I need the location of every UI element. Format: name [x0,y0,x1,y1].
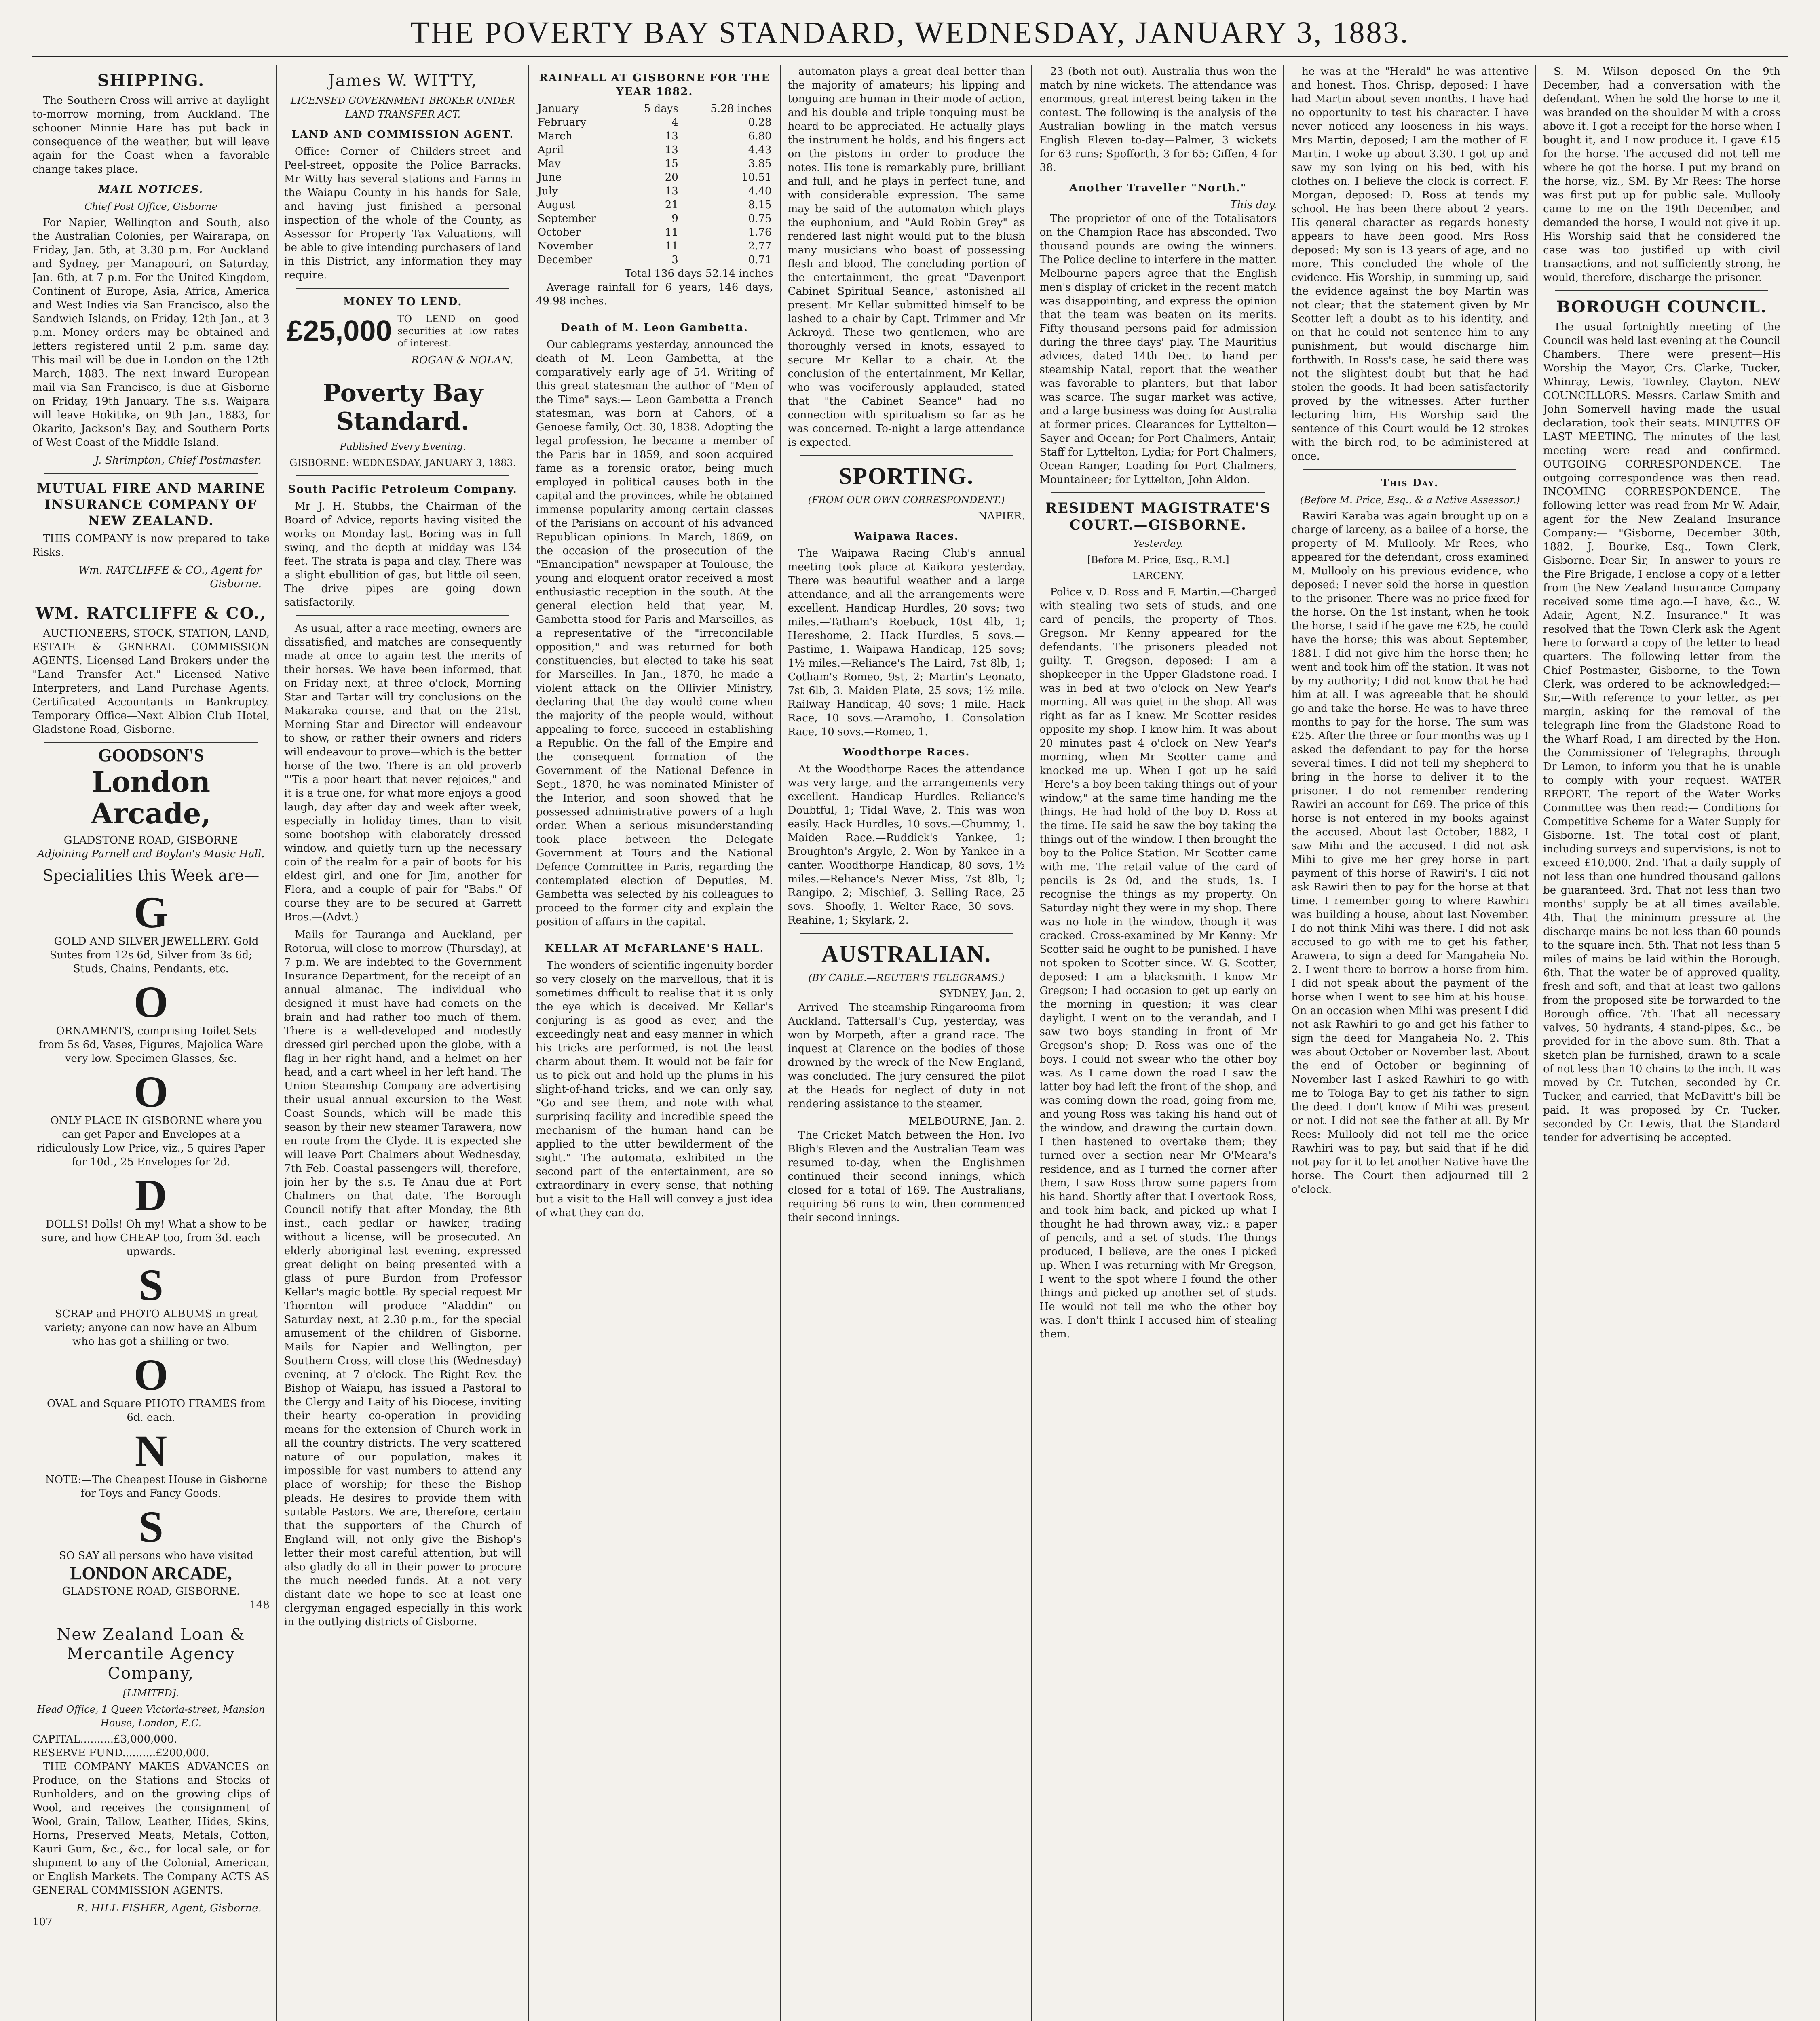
arcade-title: London Arcade, [91,765,211,830]
rainfall-row [536,226,773,239]
waipawa-text: The Waipawa Racing Club's annual meeting took place at Kaikora yesterday. There was beautiful weather and a large attendance, and all the arrangements were excellent. Handicap Hurdles, 20 sovs; two miles.—Tatham's Roebuck, 10st 4lb, 1; Hereshome, 2. Hack Hurdles, 5 sovs.—Pastime, 1. Waipawa Handicap, 125 sovs; 1½ miles.—Reliance's The Laird, 7st 8lb, 1; Cotham's Romeo, 9st, 2; Martin's Leonato, 7st 6lb, 3. Maiden Plate, 25 sovs; 1½ mile. Railway Handicap, 40 sovs; 1 mile. Hack Race, 10 sovs.—Aramoho, 1. Consolation Race, 10 sovs.—Romeo, 1. [788,547,1025,738]
witty-land: LAND AND COMMISSION AGENT. [291,129,514,141]
specialities: Specialities this Week are— [42,867,260,884]
traveller-heading: Another Traveller "North." [1069,182,1247,194]
divider [800,933,1013,934]
rainfall-row [536,212,773,226]
rain-average: Average rainfall for 6 years, 146 days, 49.98 inches. [536,281,773,307]
o3-text: OVAL and Square PHOTO FRAMES from 6d. each. [46,1398,266,1424]
witty-sub: LICENSED GOVERNMENT BROKER UNDER LAND TRANSFER ACT. [290,95,515,120]
rainfall-row [536,143,773,157]
rainfall-month: January [537,103,579,115]
rainfall-month: September [537,213,596,225]
column-6 [1291,65,1536,2021]
waipawa-heading: Waipawa Races. [853,530,959,542]
rainfall-inches: 5.28 inches [710,103,772,115]
column-1 [32,65,277,2021]
column-2 [284,65,529,2021]
divider [1303,469,1516,470]
rain-total: Total 136 days 52.14 inches [624,268,773,280]
money-box [284,313,522,349]
rainfall-days: 21 [665,199,678,211]
arcade-address: GLADSTONE ROAD, GISBORNE [63,834,239,846]
body-1: As usual, after a race meeting, owners are dissatisfied, and matches are consequently made at once to again test the merits of their horses. We have been informed, that on Friday next, at three o'clock, Morning Star and Tartar will try conclusions on the Makaraka course, and that on the 21st, Morning Star and Director will endeavour to show, or rather their owners and riders will endeavour to prove—which is the better horse of the two. There is an old proverb "'Tis a poor heart that never rejoices," and it is a true one, for what more enjoys a good laugh, day after day and week after week, especially in holiday times, than to visit some bootshop with elaborately dressed window, and quietly turn up the necessary coin of the realm for a pair of boots for his eldest girl, and one for Jim, another for Flora, and a couple of pair for "Babs." Of course they are to be secured at Garrett Bros.—(Advt.) [284,622,522,923]
arcade2-address: GLADSTONE ROAD, GISBORNE. [62,1585,240,1597]
divider [296,615,509,616]
letter-o: O [133,977,169,1027]
melbourne-text: The Cricket Match between the Hon. Ivo Bligh's Eleven and the Australian Team was resumed to-day, when the Englishmen continued their second innings, which closed for a total of 169. The Australians, requiring 56 runs to win, then commenced their second innings. [788,1129,1025,1224]
rainfall-days: 11 [665,240,678,252]
body-2: Mails for Tauranga and Auckland, per Rotorua, will close to-morrow (Thursday), at 7 p.m. We are indebted to the Government Insurance Department, for the receipt of an annual almanac. The individual who designed it must have had comets on the brain and had rather too much of them. There is a well-developed and modestly dressed girl perched upon the globe, with a flag in her right hand, and a helmet on her head, and a cart wheel in her left hand. The Union Steamship Company are advertising their usual annual excursion to the West Coast Sounds, which will be made this season by their new steamer Tarawera, now en route from the Clyde. It is expected she will leave Port Chalmers about Wednesday, 7th Feb. Coastal passengers will, therefore, join her by the s.s. Te Anau due at Port Chalmers on that date. The Borough Council notify that after Monday, the 8th inst., each pedlar or hawker, trading without a license, will be prosecuted. An elderly aboriginal last evening, expressed great delight on being presented with a glass of pure Burdon from Professor Kellar's magic bottle. By special request Mr Thornton will produce "Aladdin" on Saturday next, at 2.30 p.m., for the special amusement of the children of Gisborne. Mails for Napier and Wellington, per Southern Cross, will close this (Wednesday) evening, at 7 o'clock. The Right Rev. the Bishop of Waiapu, has issued a Pastoral to the Clergy and Laity of his Diocese, inviting their hearty co-operation in providing means for the extension of Church work in all the country districts. The very scattered nature of our population, makes it impossible for vast numbers to attend any place of worship; for these the Bishop pleads. He desires to provide them with suitable Pastors. We are, therefore, certain that the supporters of the Church of England will, not only give the Bishop's letter their most careful attention, but will also gladly do all in their power to procure the much needed funds. At a not very distant date we hope to see at least one clergyman engaged especially in this work in the outlying districts of Gisborne. [284,929,522,1628]
rainfall-row [536,239,773,253]
rainfall-days: 4 [671,116,678,129]
rain-heading: RAINFALL AT GISBORNE FOR THE YEAR 1882. [539,72,770,98]
witty-text: Office:—Corner of Childers-street and Peel-street, opposite the Police Barracks. Mr Witty has several stations and Farms in the Waiapu County in his hands for Sale, and having just finished a personal inspection of the whole of the County, as Assessor for Property Tax Valuations, will be able to give intending purchasers of land in this District, any information they may require. [284,146,522,281]
rainfall-inches: 0.28 [748,116,772,129]
letter-d: D [135,1171,167,1220]
mutual-signature: Wm. RATCLIFFE & CO., Agent for Gisborne. [78,564,262,590]
rainfall-row [536,129,773,143]
rainfall-month: April [537,144,564,156]
traveller-sub: This day. [1230,199,1277,211]
australian-heading: AUSTRALIAN. [821,941,992,967]
paper-title: Poverty Bay Standard. [323,379,483,436]
n-text: NOTE:—The Cheapest House in Gisborne for Toys and Fancy Goods. [45,1474,268,1500]
money-side: TO LEND on good securities at low rates of interest. [397,313,519,349]
mail-text: For Napier, Wellington and South, also the Australian Colonies, per Wairarapa, on Friday, Jan. 5th, at 3.30 p.m. For Auckland and Sydney, per Manapouri, on Saturday, Jan. 6th, at 7 p.m. For the United Kingdom, Continent of Europe, Asia, Africa, America and West Indies via San Francisco, also the Sandwich Islands, on Friday, 12th Jan., at 3 p.m. Money orders may be obtained and letters registered until 2 p.m. same day. This mail will be due in London on the 12th March, 1883. The next inward European mail via San Francisco, is due at Gisborne on Friday, 19th January. The s.s. Waipara will leave Hokitika, on 9th Jan., 1883, for Okarito, Jackson's Bay, and Southern Ports of West Coast of the Middle Island. [32,217,270,449]
melbourne-dateline: MELBOURNE, Jan. 2. [908,1116,1025,1128]
letter-g: G [133,888,169,937]
witty-heading: James W. WITTY, [328,72,477,90]
nzloan-signature: R. HILL FISHER, Agent, Gisborne. [76,1902,262,1914]
divider [44,742,258,743]
dateline: GISBORNE: WEDNESDAY, JANUARY 3, 1883. [289,457,516,468]
nzloan-heading: New Zealand Loan & Mercantile Agency Company, [57,1625,245,1683]
rainfall-row [536,171,773,184]
thisday-before: (Before M. Price, Esq., & a Native Assessor.) [1300,494,1520,506]
d-text: DOLLS! Dolls! Oh my! What a show to be sure, and how CHEAP too, from 3d. each upwards. [41,1218,267,1258]
rm-larceny: LARCENY. [1132,570,1184,582]
woodthorpe-heading: Woodthorpe Races. [842,746,970,758]
sydney-text: Arrived—The steamship Ringarooma from Auckland. Tattersall's Cup, yesterday, was won by Morpeth, after a grand race. The inquest at Clarence on the bodies of those drowned by the wreck of the New England, was concluded. The jury censured the pilot at the Heads for neglect of duty in not rendering assistance to the steamer. [788,1002,1025,1110]
sporting-heading: SPORTING. [839,463,974,489]
petroleum-text: Mr J. H. Stubbs, the Chairman of the Board of Advice, reports having visited the works on Monday last. Boring was in full swing, and the depth at midday was 134 feet. The strata is papa and clay. There was a slight ebullition of gas, but little oil seen. The drive pipes are going down satisfactorily. [284,500,522,609]
rainfall-days: 15 [665,158,678,170]
australian-sub: (BY CABLE.—REUTER'S TELEGRAMS.) [808,972,1005,983]
arcade-sub: Adjoining Parnell and Boylan's Music Hall. [37,848,265,860]
mail-heading: MAIL NOTICES. [98,184,204,196]
masthead-title: THE POVERTY BAY STANDARD, WEDNESDAY, JANUARY 3, 1883. [410,16,1410,50]
letter-o-3: O [133,1350,169,1399]
divider [44,473,258,474]
rainfall-inches: 6.80 [748,130,772,142]
rainfall-month: December [537,254,593,266]
nzloan-text: THE COMPANY MAKES ADVANCES on Produce, on the Stations and Stocks of Runholders, and on the growing clips of Wool, and receives the consignment of Wool, Grain, Tallow, Leather, Hides, Skins, Horns, Preserved Meats, Metals, Cotton, Kauri Gum, &c., &c., for local sale, or for shipment to any of the Colonial, American, or English Markets. The Company ACTS AS GENERAL COMMISSION AGENTS. [32,1761,270,1897]
rainfall-month: May [537,158,561,170]
rainfall-inches: 4.40 [748,185,772,197]
letter-n: N [135,1426,167,1475]
cricket-text: 23 (both not out). Australia thus won the match by nine wickets. The attendance was enormous, great interest being taken in the contest. The following is the analysis of the Australian bowling in the match versus English Eleven to-day—Palmer, 3 wickets for 63 runs; Spofforth, 3 for 65; Giffen, 4 for 38. [1039,65,1277,174]
rainfall-row [536,253,773,267]
rm-before: [Before M. Price, Esq., R.M.] [1087,554,1229,565]
rainfall-days: 13 [665,185,678,197]
thisday-heading: This Day. [1381,477,1439,489]
nzloan-limited: [LIMITED]. [123,1688,179,1699]
gambetta-heading: Death of M. Leon Gambetta. [561,322,748,334]
rainfall-days: 5 days [644,103,678,115]
evidence-text: he was at the "Herald" he was attentive and honest. Thos. Chrisp, deposed: I have had Martin about seven months. I have had no opportunity to test his character. I have never noticed any looseness in his ways. Mrs Martin, deposed; I am the mother of F. Martin. I woke up about 3.30. I got up and saw my son lying on his bed, with his clothes on. I believe the clock is correct. F. Morgan, deposed: D. Ross at tends my school. He has been there about 2 years. His general character as regards honesty appears to have been good. Mrs Ross deposed: My son is 13 years of age, and no more. This concluded the whole of the evidence. His Worship, in summing up, said the evidence against the boy Martin was not clear; that the statement given by Mr Scotter left a doubt as to his identity, and on that he could not sentence him to any punishment, but would discharge him forthwith. In Ross's case, he said there was not the slightest doubt but that he had stolen the goods. It had been satisfactorily proved by the witnesses. After further lecturing him, His Worship said the sentence of this Court would be 12 strokes with the birch rod, to be administered at once. [1291,65,1529,462]
rainfall-days: 13 [665,130,678,142]
rainfall-row [536,116,773,129]
shipping-heading: SHIPPING. [97,71,205,90]
money-amount: £25,000 [287,315,392,347]
rainfall-inches: 10.51 [741,171,772,184]
rm-text: Police v. D. Ross and F. Martin.—Charged with stealing two sets of studs, and one card of pencils, the property of Thos. Gregson. Mr Kenny appeared for the defendants. The prisoners pleaded not guilty. T. Gregson, deposed: I am a shopkeeper in the Upper Gladstone road. I was in bed at two o'clock on New Year's morning. All was quiet in the shop. All was right as far as I knew. Mr Scotter resides opposite my shop. I know him. It was about 20 minutes past 4 o'clock on New Year's morning, when Mr Scotter came and knocked me up. When I got up he said "Here's a boy been taking things out of your window," at the same time handing me the things. He had hold of the boy D. Ross at the time. He said he saw the boy taking the things out of the window. I then brought the boy to the Police Station. Mr Scotter came with me. The retail value of the card of pencils is 2s 0d, and the studs, 1s. I recognise the things as my property. On Saturday night they were in my shop. There was no hole in the window, though it was cracked. Cross-examined by Mr Kenny: Mr Scotter said he ought to be punished. I have not spoken to Scotter since. W. G. Scotter, deposed: I am a blacksmith. I know Mr Gregson; I had occasion to get up early on the morning in question; it was clear daylight. I went on to the verandah, and I saw two boys standing in front of Mr Gregson's shop; D. Ross was one of the boys. I could not swear who the other boy was. As I came down the road I saw the latter boy had left the front of the shop, and was coming down the road, going from me, and young Ross was taking his hand out of the window, and drawing the curtain down. I then hastened to overtake them; they turned over a section near Mr O'Meara's residence, and as I turned the corner after them, I saw Ross throw some papers from his hand. Shortly after that I overtook Ross, and took him back, and picked up what I thought he had thrown away, viz.: a paper of pencils, and a set of studs. The things produced, I believe, are the ones I picked up. When I was returning with Mr Gregson, I went to the spot where I found the other things and picked up another set of studs. He would not tell me who the other boy was. I don't think I accused him of stealing them. [1039,586,1277,1340]
rainfall-days: 20 [665,171,678,184]
ad-code-148: 148 [249,1599,270,1611]
letter-o-2: O [133,1067,169,1116]
money-heading: MONEY TO LEND. [343,296,462,308]
goodsons-title: GOODSON'S [98,745,204,765]
masthead [0,0,1820,61]
borough-heading: BOROUGH COUNCIL. [1556,297,1767,316]
petroleum-heading: South Pacific Petroleum Company. [288,483,517,496]
s2-text: SO SAY all persons who have visited [59,1550,254,1562]
money-signature: ROGAN & NOLAN. [411,354,513,366]
rainfall-row [536,198,773,212]
kellar-text: The wonders of scientific ingenuity border so very closely on the marvellous, that it is sometimes difficult to realise that it is only the eye which is deceived. Mr Kellar's conjuring is as good as ever, and the exceedingly neat and easy manner in which his tricks are performed, is not the least charm about them. It would not be fair for us to pick out and hold up the plums in his slight-of-hand tricks, and we can only say, "Go and see them, and note with what surprising facility and incredible speed the mechanism of the human hand can be applied to the utter bewilderment of the sight." The automata, exhibited in the second part of the entertainment, are so extraordinary in every sense, that nothing but a visit to the Hall will convey a just idea of what they can do. [536,960,773,1219]
divider [1051,492,1265,493]
divider [296,288,509,289]
rainfall-inches: 0.71 [748,254,772,266]
london-arcade-ad [32,745,270,1612]
column-7 [1543,65,1787,2021]
rainfall-inches: 3.85 [748,158,772,170]
ratcliffe-heading: WM. RATCLIFFE & CO., [35,604,266,623]
rainfall-inches: 4.43 [748,144,772,156]
divider [296,475,509,476]
woodthorpe-text: At the Woodthorpe Races the attendance was very large, and the arrangements very excellent. Handicap Hurdles.—Reliance's Doubtful, 1; Tidal Wave, 2. This was won easily. Hack Hurdles, 10 sovs.—Chummy, 1. Maiden Race.—Ruddick's Yankee, 1; Broughton's Argyle, 2. Won by Yankee in a canter. Woodthorpe Handicap, 80 sovs, 1½ miles.—Reliance's Never Miss, 7st 8lb, 1; Rangipo, 2; Mischief, 3. Selling Race, 25 sovs.—Shoofly, 1. Welter Race, 30 sovs.—Reahine, 1; Skylark, 2. [788,763,1025,926]
masthead-rule [32,56,1788,57]
o-text: ORNAMENTS, comprising Toilet Sets from 5s 6d, Vases, Figures, Majolica Ware very low. Specimen Glasses, &c. [38,1025,263,1065]
letter-s: S [138,1260,164,1310]
rainfall-row [536,184,773,198]
rainfall-month: July [537,185,558,197]
nzloan-office: Head Office, 1 Queen Victoria-street, Mansion House, London, E.C. [37,1704,265,1729]
borough-text: The usual fortnightly meeting of the Council was held last evening at the Council Chambers. There were present—His Worship the Mayor, Crs. Clarke, Tucker, Whinray, Lewis, Townley, Clayton. NEW COUNCILLORS. Messrs. Carlaw Smith and John Somervell having made the usual declaration, took their seats. MINUTES OF LAST MEETING. The minutes of the last meeting were read and confirmed. OUTGOING CORRESPONDENCE. The outgoing correspondence was then read. INCOMING CORRESPONDENCE. The following letter was read from Mr W. Adair, agent for the New Zealand Insurance Company:— "Gisborne, December 30th, 1882. J. Bourke, Esq., Town Clerk, Gisborne. Dear Sir,—In answer to yours re the Fire Brigade, I enclose a copy of a letter from the New Zealand Insurance Company received some time ago.—I have, &c., W. Adair, Agent, N.Z. Insurance." It was resolved that the Town Clerk ask the Agent here to forward a copy of the letter to head quarters. The following letter from the Chief Postmaster, Gisborne, to the Town Clerk, was ordered to be acknowledged:— Sir,—With reference to your letter, as per margin, asking for the removal of the telegraph line from the Gladstone Road to the Wharf Road, I am directed by the Hon. the Commissioner of Telegraphs, through Dr Lemon, to inform you that he is unable to comply with your request. WATER REPORT. The report of the Water Works Committee was then read:— Conditions for Competitive Scheme for a Water Supply for Gisborne. 1st. The total cost of plant, including surveys and supervisions, is not to exceed £10,000. 2nd. That a daily supply of not less than one hundred thousand gallons be guaranteed. 3rd. That not less than two months' supply be at all times available. 4th. That the minimum pressure at the discharge mains be not less than 60 pounds to the square inch. 5th. That not less than 5 miles of mains be laid within the Borough. 6th. That the water be of approved quality, fresh and soft, and that at least two gallons from the proposed site be forwarded to the Borough office. 7th. That all necessary valves, 50 hydrants, 4 stand-pipes, &c., be provided for in the above sum. 8th. That a sketch plan be furnished, drawn to a scale of not less than 10 chains to the inch. It was moved by Cr. Tutchen, seconded by Cr. Tucker, and carried, that McDavitt's bill be paid. It was proposed by Cr. Tucker, seconded by Cr. Lewis, that the Standard tender for advertising be accepted. [1543,321,1781,1144]
mutual-heading: MUTUAL FIRE AND MARINE INSURANCE COMPANY OF NEW ZEALAND. [37,481,265,528]
kellar-heading: KELLAR AT McFARLANE'S HALL. [545,943,764,955]
capital: CAPITAL..........£3,000,000. [32,1733,177,1745]
rm-sub: Yesterday. [1133,538,1183,549]
ratcliffe-text: AUCTIONEERS, STOCK, STATION, LAND, ESTATE & GENERAL COMMISSION AGENTS. Licensed Land Brokers under the "Land Transfer Act." Licensed Native Interpreters, and Land Purchase Agents. Certificated Accountants in Bankruptcy. Temporary Office—Next Albion Club Hotel, Gladstone Road, Gisborne. [32,627,270,736]
rainfall-table [536,102,773,267]
traveller-text: The proprietor of one of the Totalisators on the Champion Race has absconded. Two thousand pounds are owing the winners. The Police decline to interfere in the matter. Melbourne papers agree that the English men's display of cricket in the recent match was disappointing, and express the opinion that the team was beaten on its merits. Fifty thousand persons paid for admission during the three days' play. The Mauritius advices, dated 14th Dec. to hand per steamship Natal, report that the weather was favorable to planters, but that labor was scarce. The sugar market was active, and a large business was doing for Australia at former prices. Clearances for Lyttelton—Sayer and Ocean; for Port Chalmers, Antair, Staff for Lyttelton, Lydia; for Port Chalmers, Ocean Ranger, Loading for Port Chalmers, Mountaineer; for Lyttelton, John Aldon. [1039,213,1277,486]
published-line: Published Every Evening. [340,441,466,452]
reserve: RESERVE FUND..........£200,000. [32,1747,209,1759]
g-text: GOLD AND SILVER JEWELLERY. Gold Suites from 12s 6d, Silver from 3s 6d; Studs, Chains, Pendants, etc. [49,935,259,975]
mutual-text: THIS COMPANY is now prepared to take Risks. [32,533,270,559]
divider [1555,290,1768,291]
letter-s-2: S [138,1502,164,1551]
rainfall-days: 3 [671,254,678,266]
rainfall-inches: 1.76 [748,226,772,238]
column-5 [1039,65,1284,2021]
rainfall-month: November [537,240,593,252]
automaton-text: automaton plays a great deal better than the majority of amateurs; his lipping and tonguing are human in their mode of action, and his double and triple tonguing must be heard to be appreciated. He actually plays the instrument he holds, and his fingers act on the pistons in order to produce the notes. His tone is remarkably pure, brilliant and full, and he plays in perfect tune, and with considerable expression. The same may be said of the automaton which plays the euphonium, and "Auld Robin Grey" as rendered last night would put to the blush many musicians who boast of possessing flesh and blood. The concluding portion of the entertainment, the great "Davenport Cabinet Spiritual Seance," astonished all present. Mr Kellar submitted himself to be lashed to a chair by Capt. Trimmer and Mr Ackroyd. These two gentlemen, who are thoroughly versed in knots, essayed to secure Mr Kellar to a chair. At the conclusion of the entertainment, Mr Kellar, who was vociferously applauded, stated that "the Cabinet Seance" had no connection with spiritualism so far as he was concerned. To-night a large attendance is expected. [788,65,1025,449]
rainfall-inches: 0.75 [748,213,772,225]
arcade2-title: LONDON ARCADE, [70,1563,232,1583]
rainfall-inches: 8.15 [748,199,772,211]
rainfall-row [536,157,773,171]
rainfall-inches: 2.77 [748,240,772,252]
rainfall-row [536,102,773,116]
rm-heading: RESIDENT MAGISTRATE'S COURT.—GISBORNE. [1045,500,1271,533]
rainfall-days: 9 [671,213,678,225]
thisday-text: Rawiri Karaba was again brought up on a charge of larceny, as a bailee of a horse, the property of M. Mullooly. Mr Rees, who appeared for the defendant, cross examined M. Mullooly on his previous evidence, who deposed: I never sold the horse in question to the prisoner. There was no price fixed for the horse. On the 1st instant, when he took the horse, I said if he gave me £25, he could have the horse; this was about September, 1881. I did not give him the horse then; he went and took him off the station. It was not by my authority; I did not know that he had him at all. I was agreeable that he should go and take the horse. He was to have three months to pay for the horse. The sum was £25. After the three or four months was up I asked the defendant to pay for the horse several times. I did not tell my shepherd to bring in the horse to deliver it to the prisoner. I do not remember rendering Rawiri an account for £69. The price of this horse is not entered in my books against the accused. About last October, 1882, I saw Mihi and the accused. I did not ask Mihi to give me her grey horse in part payment of this horse of Rawiri's. I did not ask Rawiri then to pay for the horse at that time. I remember going to where Rawhiri was building a house, about last November. I do not think Mihi was there. I did not ask accused to go with me to get his father, Arawera, to sign a deed for Mangaheia No. 2. I went there to borrow a horse from him. I did not speak about the payment of the horse when I went to see him at his house. On an occasion when Mihi was present I did not ask Rawhiri to go and get his father to sign the deed for Mangaheia No. 2. This was about October or November last. About the end of October or beginning of November last I asked Rawhiri to go with me to Tologa Bay to get his father to sign the deed. I don't know if Mihi was present or not. I did not see the father at all. By Mr Rees: Mullooly did not tell me the orice Rawhiri was to pay, but said that if he did not pay for it to let another Native have the horse. The Court then adjourned till 2 o'clock. [1291,510,1529,1196]
rainfall-days: 13 [665,144,678,156]
rainfall-days: 11 [665,226,678,238]
shipping-text: The Southern Cross will arrive at daylight to-morrow morning, from Auckland. The schooner Minnie Hare has put back in consequence of the weather, but will leave again for the Coast when a favorable change takes place. [32,95,270,175]
mail-signature: J. Shrimpton, Chief Postmaster. [95,454,262,466]
column-3 [536,65,781,2021]
wilson-text: S. M. Wilson deposed—On the 9th December, had a conversation with the defendant. When he sold the horse to me it was branded on the shoulder M with a cross above it. I got a receipt for the horse when I bought it, and I now produce it. I gave £15 for the horse. The accused did not tell me where he got the horse. I put my brand on the horse, viz., SM. By Mr Rees: The horse was first put up for public sale. Mullooly came to me on the 19th December, and demanded the horse, I would not give it up. His Worship said that he considered the case was too justified up with civil transactions, and not sufficiently strong, he would, therefore, discharge the prisoner. [1543,65,1781,284]
rainfall-month: March [537,130,572,142]
o2-text: ONLY PLACE IN GISBORNE where you can get Paper and Envelopes at a ridiculously Low Price, viz., 5 quires Paper for 10d., 25 Envelopes for 2d. [37,1115,265,1168]
column-4 [788,65,1032,2021]
ad-code-107: 107 [32,1916,53,1928]
mail-sub: Chief Post Office, Gisborne [84,201,217,212]
rainfall-month: October [537,226,581,238]
s-text: SCRAP and PHOTO ALBUMS in great variety; anyone can now have an Album who has got a shilling or two. [44,1308,258,1348]
sporting-place: NAPIER. [978,510,1025,522]
rainfall-month: August [537,199,575,211]
columns [32,65,1787,2021]
rainfall-month: February [537,116,587,129]
sydney-dateline: SYDNEY, Jan. 2. [939,988,1025,1000]
sporting-sub: (FROM OUR OWN CORRESPONDENT.) [808,494,1005,506]
gambetta-text: Our cablegrams yesterday, announced the death of M. Leon Gambetta, at the comparatively early age of 54. Writing of this great statesman the author of "Men of the Time" says:— Leon Gambetta a French statesman, was born at Cahors, of a Genoese family, Oct. 30, 1838. Adopting the legal profession, he became a member of the Paris bar in 1859, and soon acquired fame as a forensic orator, being much employed in political causes both in the capital and the provinces, while he obtained immense popularity among certain classes of the Parisians on account of his advanced Republican opinions. In March, 1869, on the occasion of the prosecution of the "Emancipation" newspaper at Toulouse, the young and eloquent orator received a most enthusiastic reception in the south. At the general election held that year, M. Gambetta stood for Paris and Marseilles, as a representative of the "irreconcilable opposition," and was returned for both constituencies, but elected to take his seat for Marseilles. In Jan., 1870, he made a violent attack on the Ollivier Ministry, declaring that the day would come when the majority of the people would, without appealing to force, succeed in establishing a Republic. On the fall of the Empire and the consequent formation of the Government of the National Defence in Sept., 1870, he was nominated Minister of the Interior, and soon showed that he possessed administrative powers of a high order. When a serious misunderstanding took place between the Delegate Government at Tours and the National Defence Committee in Paris, regarding the contemplated election of Deputies, M. Gambetta was selected by his colleagues to proceed to the former city and explain the position of affairs in the capital. [536,339,773,928]
rainfall-month: June [537,171,562,184]
divider [800,455,1013,456]
